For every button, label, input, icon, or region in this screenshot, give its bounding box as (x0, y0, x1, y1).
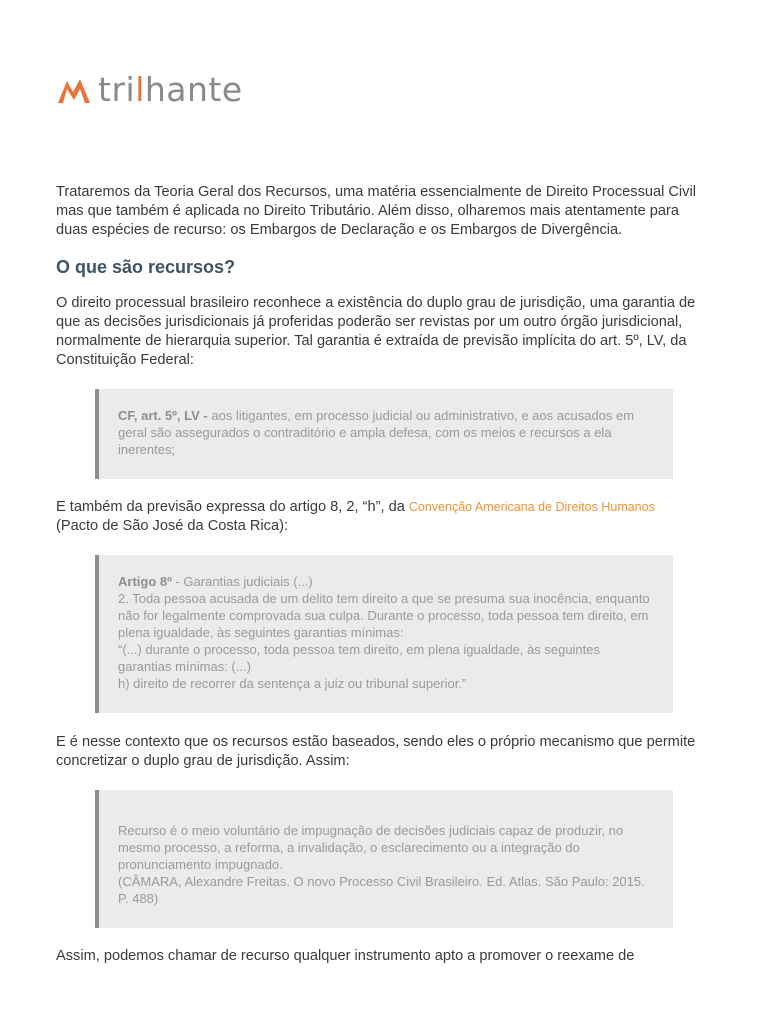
blockquote-camara: Recurso é o meio voluntário de impugnação de decisões judiciais capaz de produzir, no mesmo processo, a reforma, a invalidação, o esclarecimento ou a integração do pronunciamento impugnado. (CÂMARA, Alexandre Freitas. O novo Processo Civil Brasileiro. Ed. Atlas. São Paulo: 2015. P. 488) (95, 790, 673, 928)
paragraph-duplo-grau: O direito processual brasileiro reconhece a existência do duplo grau de jurisdição, uma garantia de que as decisões jurisdicionais já proferidas poderão ser revistas por um outro órgão jurisdicional, normalmente de hierarquia superior. Tal garantia é extraída de previsão implícita do art. 5º, LV, da Constituição Federal: (56, 295, 696, 368)
quote-text: aos litigantes, em processo judicial ou administrativo, e aos acusados em geral são assegurados o contraditório e ampla defesa, com os meios e recursos a ela inerentes; (118, 408, 635, 457)
mountain-logo-icon (56, 75, 92, 105)
convencao-link[interactable]: Convenção Americana de Direitos Humanos (408, 500, 655, 514)
quote-label: Artigo 8º (118, 574, 172, 589)
paragraph-recurso-definicao: Assim, podemos chamar de recurso qualquer instrumento apto a promover o reexame de (56, 948, 635, 964)
paragraph-convencao: E também da previsão expressa do artigo 8, 2, “h”, da Convenção Americana de Direitos Humanos (Pacto de São José da Costa Rica): (56, 499, 655, 534)
brand-name: trilhante (98, 70, 243, 109)
quote-label: CF, art. 5º, LV - (118, 408, 208, 423)
blockquote-artigo8: Artigo 8º - Garantias judiciais (...) 2. Toda pessoa acusada de um delito tem direito a que se presuma sua inocência, enquanto não for legalmente comprovada sua culpa. Durante o processo, toda pessoa tem direito, em plena igualdade, às seguintes garantias mínimas: “(...) durante o processo, toda pessoa tem direito, em plena igualdade, às seguintes garantias mínimas: (...) h) direito de recorrer da sentença a juiz ou tribunal superior.” (95, 555, 673, 713)
paragraph-contexto: E é nesse contexto que os recursos estão baseados, sendo eles o próprio mecanismo que permite concretizar o duplo grau de jurisdição. Assim: (56, 734, 696, 769)
brand-logo[interactable] (56, 70, 243, 110)
section-heading: O que são recursos? (56, 257, 236, 277)
intro-paragraph: Trataremos da Teoria Geral dos Recursos, uma matéria essencialmente de Direito Processual Civil mas que também é aplicada no Direito Tributário. Além disso, olharemos mais atentamente para duas espécies de recurso: os Embargos de Declaração e os Embargos de Divergência. (56, 184, 696, 238)
blockquote-cf-art5 (95, 389, 673, 479)
